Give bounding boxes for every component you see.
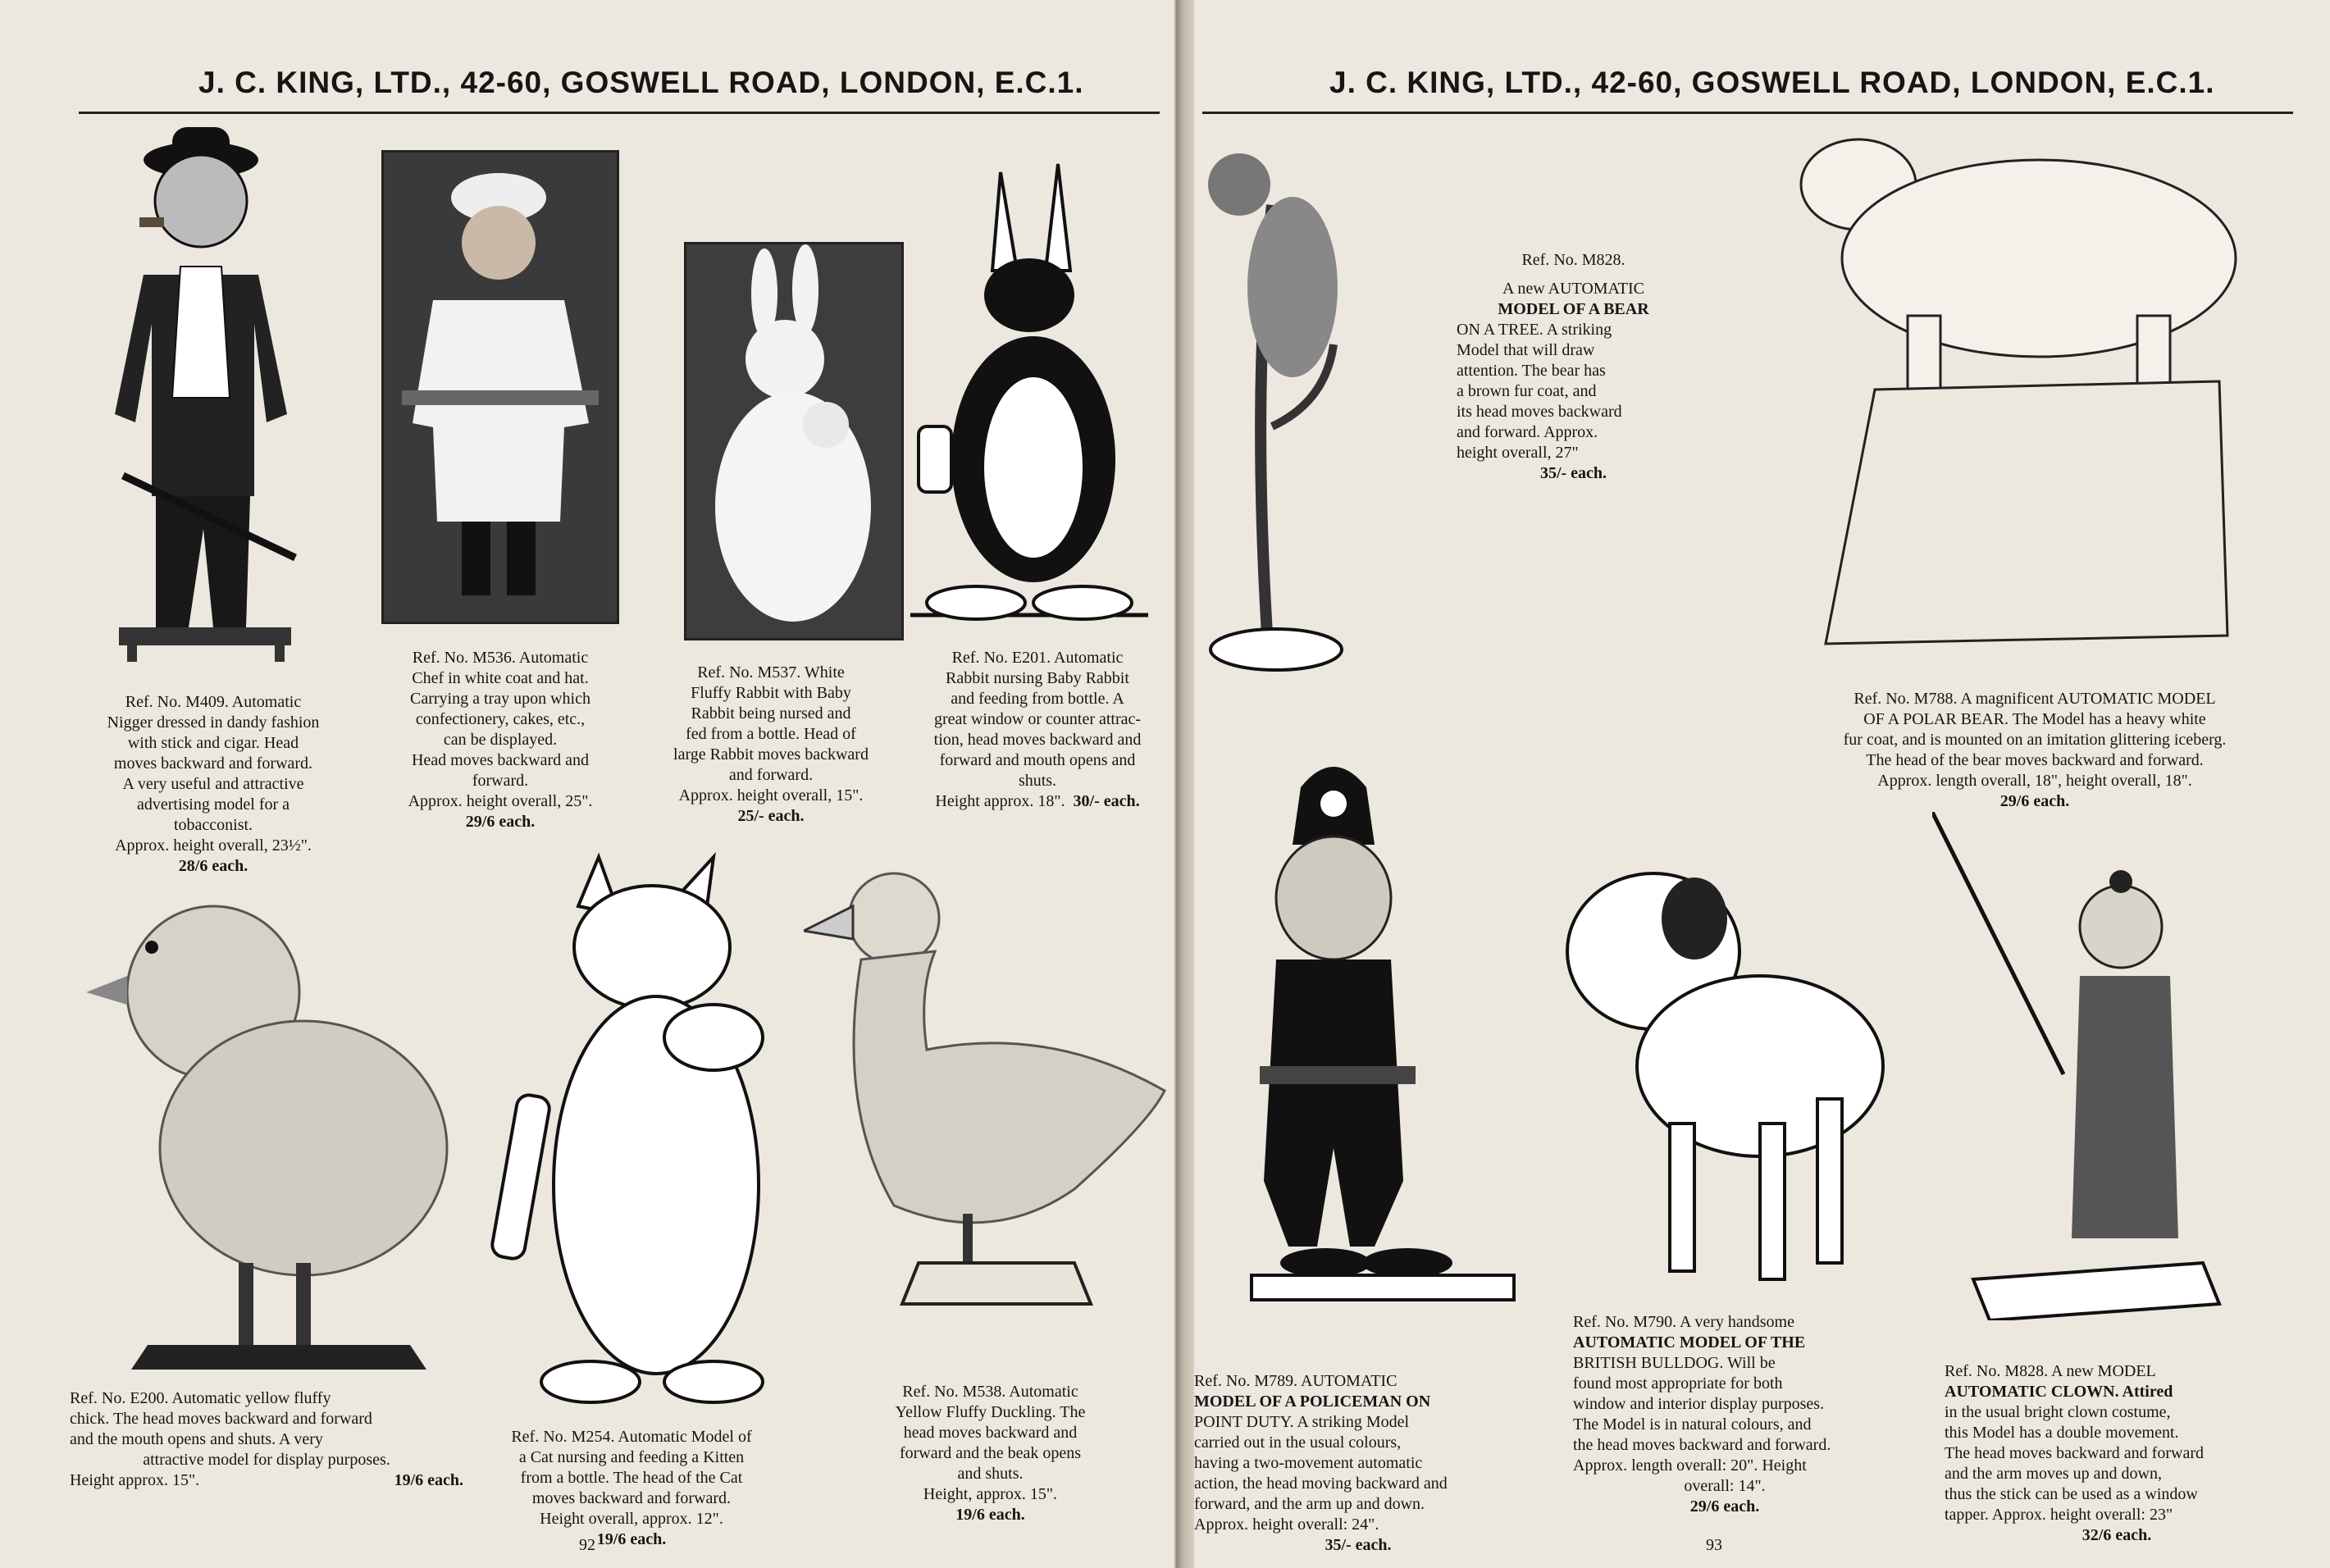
caption-line: Ref. No. M536. Automatic xyxy=(412,649,589,667)
cat-nursing-illustration xyxy=(467,841,779,1423)
right-page-header: J. C. KING, LTD., 42-60, GOSWELL ROAD, LONDON, E.C.1. xyxy=(1329,66,2215,99)
price-label: 32/6 each. xyxy=(2081,1526,2152,1544)
caption-line: Ref. No. M789. AUTOMATIC xyxy=(1194,1372,1398,1390)
caption-line: confectionery, cakes, etc., xyxy=(415,710,586,728)
caption-line: Ref. No. M537. White xyxy=(697,663,845,681)
caption-line: the head moves backward and forward. xyxy=(1573,1436,1831,1454)
caption-line: Ref. No. M788. A magnificent AUTOMATIC MODEL xyxy=(1854,690,2216,708)
caption-line: Carrying a tray upon which xyxy=(410,690,590,708)
caption-line: window and interior display purposes. xyxy=(1573,1395,1825,1413)
caption-line: carried out in the usual colours, xyxy=(1194,1434,1402,1452)
caption-line: Ref. No. E201. Automatic xyxy=(951,649,1124,667)
caption-line: POINT DUTY. A striking Model xyxy=(1194,1413,1410,1431)
caption-line: and shuts. xyxy=(957,1465,1024,1483)
caption-line: overall: 14". xyxy=(1684,1477,1766,1495)
caption-line: in the usual bright clown costume, xyxy=(1945,1403,2171,1421)
caption-m536 xyxy=(373,648,627,832)
caption-line: ON A TREE. A striking xyxy=(1457,321,1612,339)
caption-line: its head moves backward xyxy=(1457,403,1622,421)
caption-line: forward and mouth opens and xyxy=(939,751,1136,769)
caption-line: and the mouth opens and shuts. A very xyxy=(70,1430,323,1448)
caption-line: Height overall, approx. 12". xyxy=(540,1510,723,1528)
caption-line: Approx. height overall, 25". xyxy=(408,792,593,810)
ref-number: Ref. No. M828. xyxy=(1521,251,1626,269)
caption-line: forward and the beak opens xyxy=(899,1444,1082,1462)
caption-line: having a two-movement automatic xyxy=(1194,1454,1423,1472)
caption-line: Nigger dressed in dandy fashion xyxy=(107,713,320,732)
price-label: 29/6 each. xyxy=(1999,792,2070,810)
caption-line: Approx. length overall, 18", height overall, 18". xyxy=(1877,772,2192,790)
chick-illustration xyxy=(82,886,459,1394)
caption-line: AUTOMATIC CLOWN. Attired xyxy=(1945,1383,2173,1401)
caption-line: A very useful and attractive xyxy=(122,775,304,793)
caption-e200 xyxy=(70,1388,463,1491)
caption-line: moves backward and forward. xyxy=(113,754,313,773)
caption-line: OF A POLAR BEAR. The Model has a heavy white xyxy=(1863,710,2206,728)
caption-line: Ref. No. M828. A new MODEL xyxy=(1945,1362,2156,1380)
caption-line: and forward. Approx. xyxy=(1457,423,1598,441)
rabbit-nursing-illustration xyxy=(894,156,1165,644)
polar-bear-illustration xyxy=(1793,111,2252,668)
caption-line: can be displayed. xyxy=(443,731,558,749)
caption-line: attractive model for display purposes. xyxy=(143,1451,390,1469)
caption-line: great window or counter attrac- xyxy=(933,710,1142,728)
price-label: 28/6 each. xyxy=(178,857,249,875)
caption-m409 xyxy=(70,692,357,877)
caption-line: and the arm moves up and down, xyxy=(1945,1465,2162,1483)
caption-line: Ref. No. M790. A very handsome xyxy=(1573,1313,1794,1331)
caption-line: The head of the bear moves backward and forward. xyxy=(1866,751,2204,769)
caption-line: and feeding from bottle. A xyxy=(951,690,1124,708)
left-page-header: J. C. KING, LTD., 42-60, GOSWELL ROAD, LONDON, E.C.1. xyxy=(198,66,1084,99)
caption-line: MODEL OF A BEAR xyxy=(1498,300,1649,318)
caption-line: a brown fur coat, and xyxy=(1457,382,1597,400)
caption-line: chick. The head moves backward and forward xyxy=(70,1410,372,1428)
chef-photo xyxy=(381,150,619,624)
clown-illustration xyxy=(1932,812,2260,1320)
caption-line: Rabbit being nursed and xyxy=(691,704,851,722)
caption-line: MODEL OF A POLICEMAN ON xyxy=(1194,1393,1431,1411)
caption-line: Height, approx. 15". xyxy=(923,1485,1058,1503)
caption-line: attention. The bear has xyxy=(1457,362,1606,380)
book-gutter xyxy=(1176,0,1194,1568)
caption-line: a Cat nursing and feeding a Kitten xyxy=(518,1448,745,1466)
caption-m789 xyxy=(1194,1371,1522,1556)
caption-line: Model that will draw xyxy=(1457,341,1595,359)
caption-line: forward. xyxy=(472,772,529,790)
white-rabbit-photo xyxy=(684,242,904,640)
caption-line: Ref. No. M538. Automatic xyxy=(902,1383,1078,1401)
caption-line: Ref. No. M254. Automatic Model of xyxy=(511,1428,752,1446)
caption-e201 xyxy=(902,648,1173,812)
caption-line: thus the stick can be used as a window xyxy=(1945,1485,2198,1503)
caption-line: advertising model for a xyxy=(136,795,290,814)
caption-line: A new AUTOMATIC xyxy=(1502,280,1644,298)
caption-line: found most appropriate for both xyxy=(1573,1374,1783,1393)
price-label: 35/- each. xyxy=(1539,464,1607,482)
caption-m828-clown xyxy=(1945,1361,2289,1546)
caption-line: tapper. Approx. height overall: 23" xyxy=(1945,1506,2173,1524)
dandy-figure-illustration xyxy=(90,119,353,668)
caption-line: Approx. height overall, 15". xyxy=(678,786,864,805)
header-rule xyxy=(79,112,1160,114)
price-label: 29/6 each. xyxy=(1689,1497,1760,1516)
caption-m828-bear xyxy=(1457,250,1690,484)
caption-line: head moves backward and xyxy=(903,1424,1078,1442)
caption-line: The Model is in natural colours, and xyxy=(1573,1415,1812,1434)
caption-line: large Rabbit moves backward xyxy=(673,745,869,763)
caption-line: BRITISH BULLDOG. Will be xyxy=(1573,1354,1776,1372)
caption-line: fur coat, and is mounted on an imitation glittering iceberg. xyxy=(1843,731,2227,749)
right-page xyxy=(1194,0,2330,1568)
height-label: Height approx. 15". xyxy=(70,1471,200,1489)
caption-m790 xyxy=(1573,1312,1876,1517)
caption-line: AUTOMATIC MODEL OF THE xyxy=(1573,1333,1806,1351)
caption-line: shuts. xyxy=(1018,772,1057,790)
price-label: 35/- each. xyxy=(1325,1536,1392,1554)
caption-line: Approx. length overall: 20". Height xyxy=(1573,1456,1807,1475)
caption-line: tobacconist. xyxy=(173,816,253,834)
price-label: 19/6 each. xyxy=(955,1506,1025,1524)
caption-line: action, the head moving backward and xyxy=(1194,1475,1448,1493)
caption-line: tion, head moves backward and xyxy=(933,731,1142,749)
caption-line: and forward. xyxy=(728,766,814,784)
page-number-right: 93 xyxy=(1706,1536,1722,1554)
bulldog-illustration xyxy=(1547,853,1891,1312)
caption-m788 xyxy=(1781,689,2289,812)
caption-line: Chef in white coat and hat. xyxy=(412,669,589,687)
caption-line: this Model has a double movement. xyxy=(1945,1424,2179,1442)
page-number-left: 92 xyxy=(579,1536,595,1554)
caption-line: Ref. No. M409. Automatic xyxy=(125,693,302,711)
caption-line: Head moves backward and xyxy=(411,751,590,769)
caption-line: Ref. No. E200. Automatic yellow fluffy xyxy=(70,1389,331,1407)
caption-line: Approx. height overall, 23½". xyxy=(115,836,312,855)
price-label: 19/6 each. xyxy=(394,1471,463,1489)
caption-line: from a bottle. The head of the Cat xyxy=(520,1469,743,1487)
height-label: Height approx. 18". xyxy=(935,792,1065,810)
price-label: 25/- each. xyxy=(737,807,805,825)
caption-line: Yellow Fluffy Duckling. The xyxy=(895,1403,1086,1421)
price-label: 30/- each. xyxy=(1073,792,1140,810)
caption-m537 xyxy=(644,663,898,827)
caption-line: Approx. height overall: 24". xyxy=(1194,1516,1379,1534)
caption-line: fed from a bottle. Head of xyxy=(686,725,856,743)
caption-line: The head moves backward and forward xyxy=(1945,1444,2204,1462)
duckling-illustration xyxy=(804,861,1173,1337)
price-label: 19/6 each. xyxy=(596,1530,667,1548)
bear-on-tree-illustration xyxy=(1194,139,1358,681)
price-label: 29/6 each. xyxy=(465,813,536,831)
caption-m538 xyxy=(861,1382,1119,1525)
caption-line: height overall, 27" xyxy=(1457,444,1579,462)
caption-line: with stick and cigar. Head xyxy=(127,734,299,752)
caption-line: moves backward and forward. xyxy=(531,1489,732,1507)
policeman-illustration xyxy=(1227,754,1522,1329)
caption-line: forward, and the arm up and down. xyxy=(1194,1495,1425,1513)
caption-line: Rabbit nursing Baby Rabbit xyxy=(946,669,1129,687)
caption-line: Fluffy Rabbit with Baby xyxy=(691,684,851,702)
caption-m254 xyxy=(467,1427,796,1550)
